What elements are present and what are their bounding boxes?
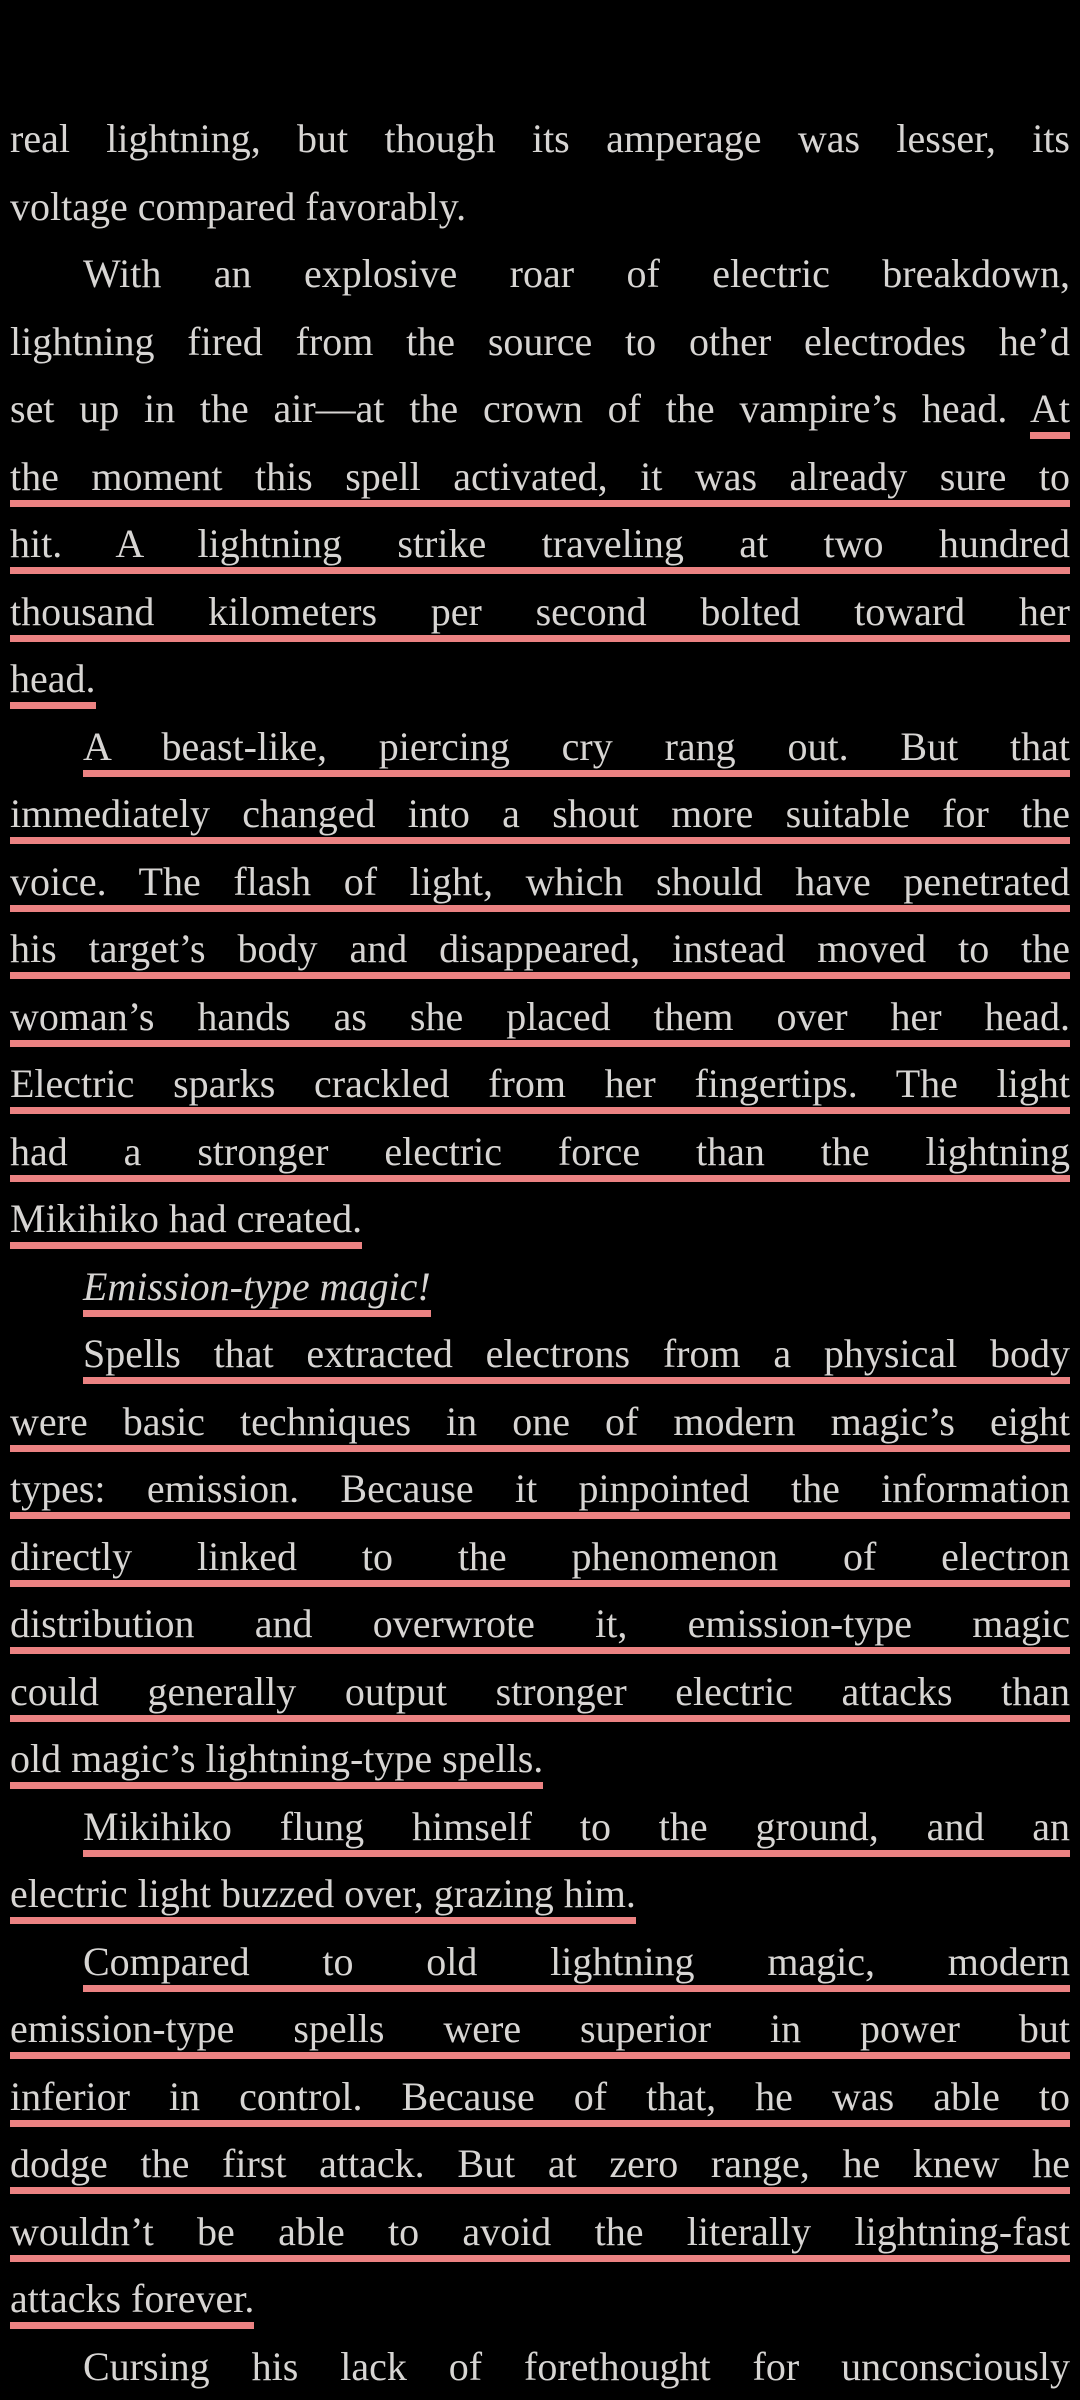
highlighted-text: Spells that extracted electrons from a physical body [83, 1331, 1070, 1384]
body-text: real lightning, but though its amperage was lesser, its [10, 116, 1070, 161]
text-line [10, 1253, 1070, 1321]
highlighted-text: directly linked to the phenomenon of electron [10, 1534, 1070, 1587]
highlighted-text: A beast-like, piercing cry rang out. But that [83, 724, 1070, 777]
text-line [10, 105, 1070, 173]
highlighted-text: thousand kilometers per second bolted toward her [10, 589, 1070, 642]
highlighted-text: dodge the first attack. But at zero range, he knew he [10, 2141, 1070, 2194]
text-line [10, 375, 1070, 443]
text-line [10, 1320, 1070, 1388]
highlighted-text: old magic’s lightning-type spells. [10, 1736, 543, 1789]
highlighted-text: had a stronger electric force than the lightning [10, 1129, 1070, 1182]
text-line [10, 2130, 1070, 2198]
text-line [10, 578, 1070, 646]
text-line [10, 1050, 1070, 1118]
highlighted-text: head. [10, 656, 96, 709]
text-line [10, 443, 1070, 511]
highlighted-text: were basic techniques in one of modern magic’s eight [10, 1399, 1070, 1452]
text-line [10, 1388, 1070, 1456]
highlighted-text: At [1030, 386, 1070, 439]
highlighted-text: Mikihiko flung himself to the ground, and an [83, 1804, 1070, 1857]
highlighted-text: immediately changed into a shout more suitable for the [10, 791, 1070, 844]
highlighted-text: voice. The flash of light, which should have penetrated [10, 859, 1070, 912]
text-line [10, 1118, 1070, 1186]
text-line [10, 2198, 1070, 2266]
text-line [10, 2265, 1070, 2333]
text-line [10, 1995, 1070, 2063]
body-text: voltage compared favorably. [10, 183, 467, 229]
text-line [10, 1725, 1070, 1793]
text-line [10, 2333, 1070, 2400]
text-line [10, 1590, 1070, 1658]
highlighted-text: wouldn’t be able to avoid the literally lightning-fast [10, 2209, 1070, 2262]
highlighted-text: could generally output stronger electric attacks than [10, 1669, 1070, 1722]
highlighted-text: electric light buzzed over, grazing him. [10, 1871, 636, 1924]
text-line [10, 2063, 1070, 2131]
highlighted-text: the moment this spell activated, it was already sure to [10, 454, 1070, 507]
text-line [10, 1658, 1070, 1726]
highlighted-text: emission-type spells were superior in power but [10, 2006, 1070, 2059]
text-line [10, 510, 1070, 578]
highlighted-text: his target’s body and disappeared, instead moved to the [10, 926, 1070, 979]
highlighted-text: distribution and overwrote it, emission-type magic [10, 1601, 1070, 1654]
highlighted-text: attacks forever. [10, 2276, 254, 2329]
text-line [10, 1928, 1070, 1996]
text-line [10, 1793, 1070, 1861]
highlighted-text: Compared to old lightning magic, modern [83, 1939, 1070, 1992]
text-line [10, 240, 1070, 308]
text-line [10, 848, 1070, 916]
text-line [10, 1455, 1070, 1523]
text-line [10, 1860, 1070, 1928]
highlighted-text: inferior in control. Because of that, he was able to [10, 2074, 1070, 2127]
highlighted-text: hit. A lightning strike traveling at two hundred [10, 521, 1070, 574]
text-line [10, 983, 1070, 1051]
text-line [10, 713, 1070, 781]
text-line [10, 645, 1070, 713]
highlighted-text: Electric sparks crackled from her fingertips. The light [10, 1061, 1070, 1114]
body-text: set up in the air—at the crown of the vampire’s head. [10, 386, 1030, 431]
text-line [10, 308, 1070, 376]
highlighted-text: Mikihiko had created. [10, 1196, 362, 1249]
body-text: With an explosive roar of electric breakdown, [83, 251, 1070, 296]
text-line [10, 915, 1070, 983]
text-line [10, 173, 1070, 241]
body-text: Cursing his lack of forethought for unconsciously [83, 2343, 1070, 2389]
highlighted-text: types: emission. Because it pinpointed the information [10, 1466, 1070, 1519]
highlighted-text: woman’s hands as she placed them over her head. [10, 994, 1070, 1047]
text-line [10, 780, 1070, 848]
text-line [10, 1185, 1070, 1253]
text-line [10, 1523, 1070, 1591]
body-text: lightning fired from the source to other electrodes he’d [10, 318, 1070, 364]
highlighted-text: Emission-type magic! [83, 1264, 431, 1317]
